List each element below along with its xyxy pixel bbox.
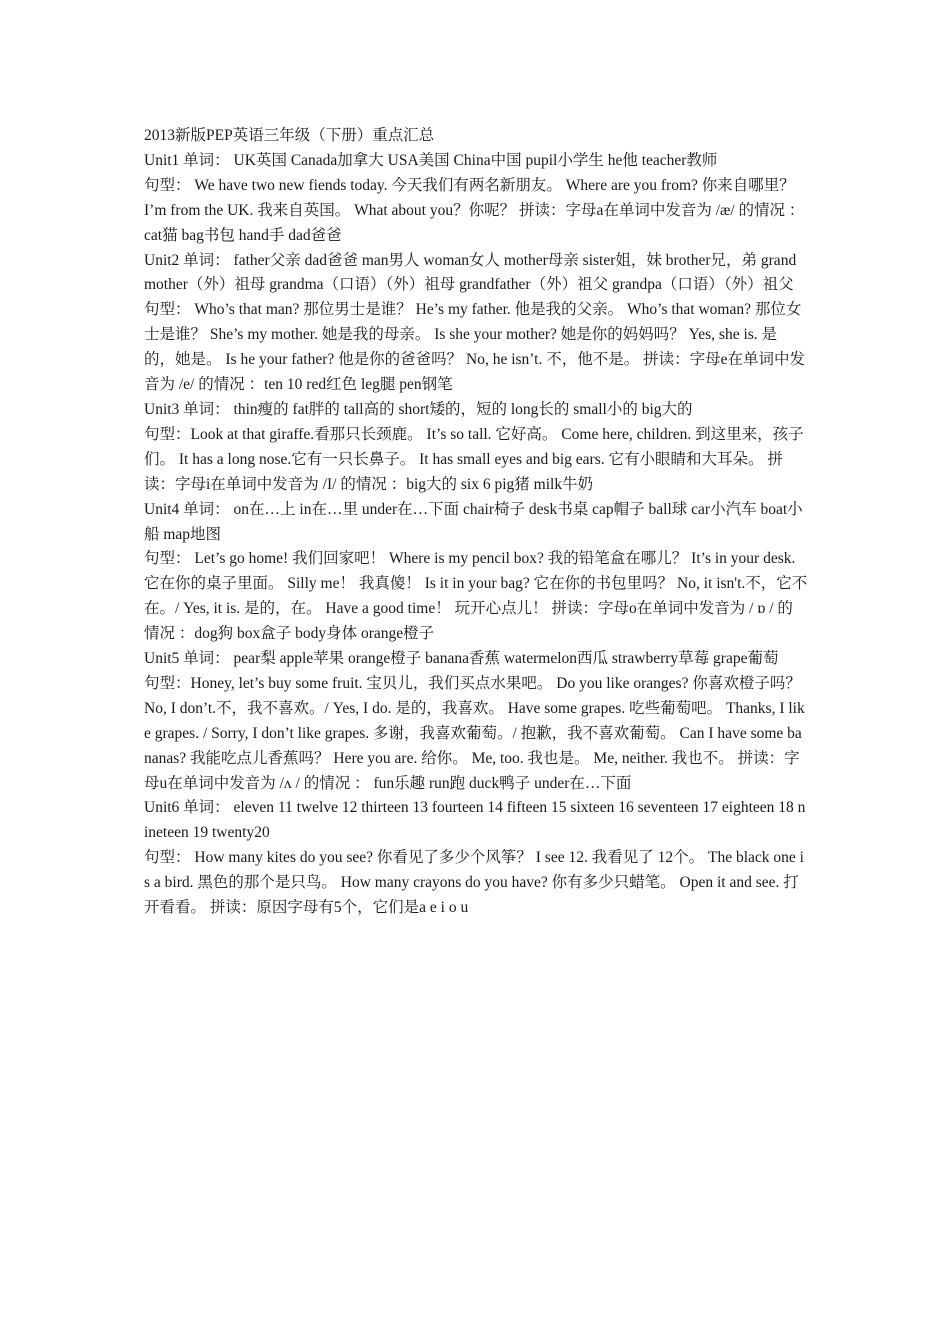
unit3-sentences: 句型：Look at that giraffe.看那只长颈鹿。 It’s so tall. 它好高。 Come here, children. 到这里来，孩子们。 It has a long nose.它有一只长鼻子。 It has small eyes and big ears. 它有小眼睛和大耳朵。 拼读：字母i在单词中发音为 /I/ 的情况 ：big大的 six 6 pig猪 milk牛奶 bbox=[144, 425, 804, 493]
unit3-vocabulary: Unit3 单词： thin瘦的 fat胖的 tall高的 short矮的，短的 long长的 small小的 big大的 bbox=[144, 400, 693, 418]
unit6-sentences: 句型： How many kites do you see? 你看见了多少个风筝？ I see 12. 我看见了 12个。 The black one is a bird. 黑色的那个是只鸟。 How many crayons do you have? 你有多少只蜡笔。 Open it and see. 打开看看。 拼读：原因字母有5个，它们是a e i o u bbox=[144, 849, 804, 917]
unit2-sentences: 句型： Who’s that man? 那位男士是谁？ He’s my father. 他是我的父亲。 Who’s that woman? 那位女士是谁？ She’s my mother. 她是我的母亲。 Is she your mother? 她是你的妈妈吗？ Yes, she is. 是的，她是。 Is he your father? 他是你的爸爸吗？ No, he isn’t. 不，他不是。 拼读：字母e在单词中发音为 /e/ 的情况 ：ten 10 red红色 leg腿 pen钢笔 bbox=[144, 301, 805, 394]
unit1-sentences: 句型： We have two new fiends today. 今天我们有两名新朋友。 Where are you from? 你来自哪里？ I’m from the UK. 我来自英国。 What about you？你呢？ 拼读：字母a在单词中发音为 /æ/ 的情况 ：cat猫 bag书包 hand手 dad爸爸 bbox=[144, 176, 805, 244]
unit5-sentences: 句型：Honey, let’s buy some fruit. 宝贝儿，我们买点水果吧。 Do you like oranges? 你喜欢橙子吗？ No, I don’t.不，我不喜欢。/ Yes, I do. 是的，我喜欢。 Have some grapes. 吃些葡萄吧。 Thanks, I like grapes. / Sorry, I don’t like grapes. 多谢，我喜欢葡萄。/ 抱歉，我不喜欢葡萄。 Can I have some bananas? 我能吃点儿香蕉吗？ Here you are. 给你。 Me, too. 我也是。 Me, neither. 我也不。 拼读：字母u在单词中发音为 /ʌ / 的情况 ： fun乐趣 run跑 duck鸭子 under在…下面 bbox=[144, 674, 805, 792]
unit2-vocabulary: Unit2 单词： father父亲 dad爸爸 man男人 woman女人 mother母亲 sister姐，妹 brother兄，弟 grandmother（外）祖母 grandma（口语）（外）祖母 grandfather（外）祖父 grandpa（口语）（外）祖父 bbox=[144, 251, 797, 294]
unit5-vocabulary: Unit5 单词： pear梨 apple苹果 orange橙子 banana香蕉 watermelon西瓜 strawberry草莓 grape葡萄 bbox=[144, 650, 779, 668]
unit4-vocabulary: Unit4 单词： on在…上 in在…里 under在…下面 chair椅子 desk书桌 cap帽子 ball球 car小汽车 boat小船 map地图 bbox=[144, 500, 803, 543]
document-title: 2013新版PEP英语三年级（下册）重点汇总 bbox=[144, 127, 435, 144]
unit1-vocabulary: Unit1 单词： UK英国 Canada加拿大 USA美国 China中国 pupil小学生 he他 teacher教师 bbox=[144, 151, 718, 169]
unit4-sentences: 句型： Let’s go home! 我们回家吧！ Where is my pencil box? 我的铅笔盒在哪儿？ It’s in your desk. 它在你的桌子里面。 Silly me！ 我真傻！ Is it in your bag? 它在你的书包里吗？ No, it isn't.不，它不在。/ Yes, it is. 是的，在。 Have a good time！ 玩开心点儿！ 拼读：字母o在单词中发音为 / ɒ / 的情况 ：dog狗 box盒子 body身体 orange橙子 bbox=[144, 550, 808, 643]
document-body bbox=[144, 124, 808, 921]
unit6-vocabulary: Unit6 单词： eleven 11 twelve 12 thirteen 13 fourteen 14 fifteen 15 sixteen 16 seventeen 17 eighteen 18 nineteen 19 twenty20 bbox=[144, 799, 806, 842]
